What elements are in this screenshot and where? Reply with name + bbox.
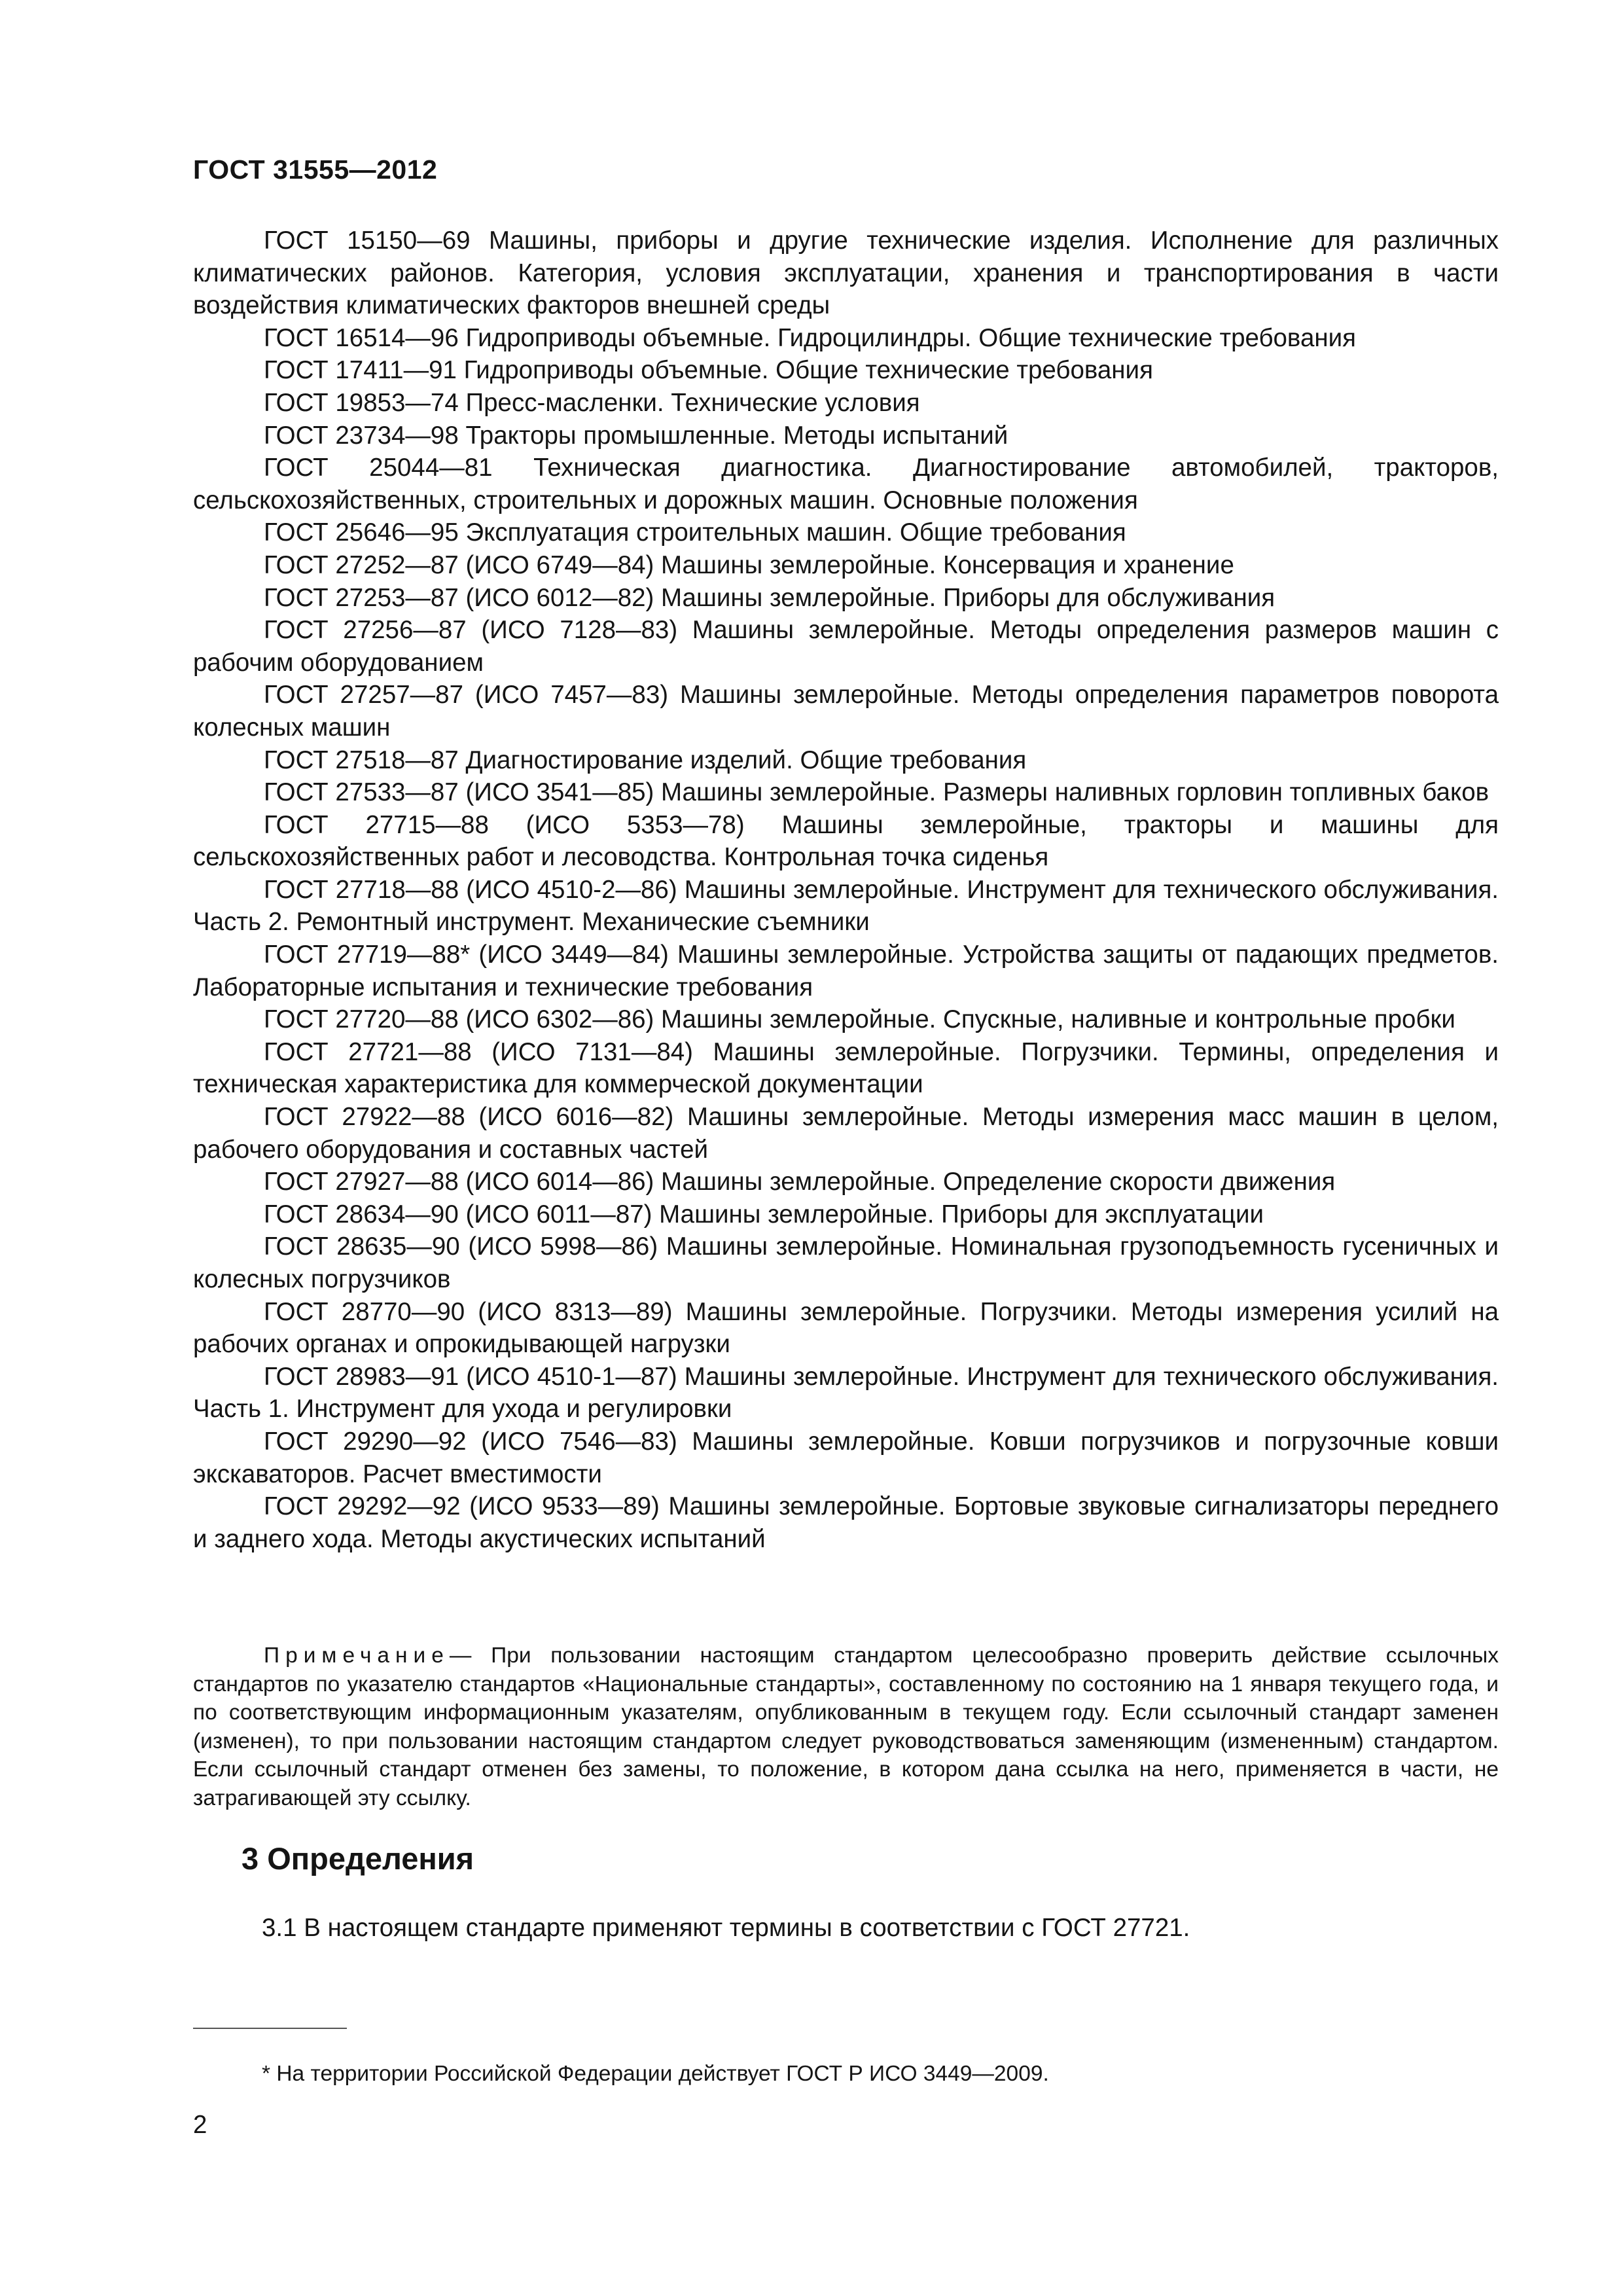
section-title: 3 Определения bbox=[241, 1841, 474, 1876]
reference-item: ГОСТ 27720—88 (ИСО 6302—86) Машины землеройные. Спускные, наливные и контрольные пробки bbox=[264, 1005, 1455, 1034]
footnote-divider bbox=[193, 2028, 347, 2029]
reference-item: ГОСТ 27252—87 (ИСО 6749—84) Машины землеройные. Консервация и хранение bbox=[264, 550, 1234, 579]
page-number: 2 bbox=[193, 2111, 207, 2139]
reference-item: ГОСТ 27533—87 (ИСО 3541—85) Машины землеройные. Размеры наливных горловин топливных баков bbox=[264, 778, 1489, 807]
reference-item: ГОСТ 23734—98 Тракторы промышленные. Методы испытаний bbox=[264, 421, 1008, 450]
reference-item: ГОСТ 28634—90 (ИСО 6011—87) Машины землеройные. Приборы для эксплуатации bbox=[264, 1200, 1264, 1229]
reference-item: ГОСТ 27922—88 (ИСО 6016—82) Машины землеройные. Методы измерения масс машин в целом, рабочего оборудования и составных частей bbox=[193, 1103, 1499, 1164]
reference-item: ГОСТ 27718—88 (ИСО 4510-2—86) Машины землеройные. Инструмент для технического обслуживания. Часть 2. Ремонтный инструмент. Механические съемники bbox=[193, 875, 1499, 937]
reference-item: ГОСТ 28770—90 (ИСО 8313—89) Машины землеройные. Погрузчики. Методы измерения усилий на рабочих органах и опрокидывающей нагрузки bbox=[193, 1297, 1499, 1359]
reference-item: ГОСТ 27719—88* (ИСО 3449—84) Машины землеройные. Устройства защиты от падающих предметов. Лабораторные испытания и технические требования bbox=[193, 941, 1499, 1001]
note bbox=[193, 1641, 1499, 1812]
section-paragraph: 3.1 В настоящем стандарте применяют термины в соответствии с ГОСТ 27721. bbox=[262, 1914, 1190, 1942]
reference-item: ГОСТ 29292—92 (ИСО 9533—89) Машины землеройные. Бортовые звуковые сигнализаторы переднего и заднего хода. Методы акустических испытаний bbox=[193, 1492, 1499, 1553]
footnote: * На территории Российской Федерации действует ГОСТ Р ИСО 3449—2009. bbox=[262, 2062, 1049, 2086]
reference-item: ГОСТ 17411—91 Гидроприводы объемные. Общие технические требования bbox=[264, 356, 1153, 385]
reference-item: ГОСТ 27518—87 Диагностирование изделий. Общие требования bbox=[264, 745, 1027, 774]
reference-item: ГОСТ 28983—91 (ИСО 4510-1—87) Машины землеройные. Инструмент для технического обслуживания. Часть 1. Инструмент для ухода и регулировки bbox=[193, 1362, 1499, 1424]
reference-item: ГОСТ 27721—88 (ИСО 7131—84) Машины землеройные. Погрузчики. Термины, определения и техническая характеристика для коммерческой документации bbox=[193, 1037, 1499, 1099]
note-label: Примечание bbox=[264, 1643, 450, 1668]
normative-references-list bbox=[193, 224, 1499, 1555]
reference-item: ГОСТ 27257—87 (ИСО 7457—83) Машины землеройные. Методы определения параметров поворота колесных машин bbox=[193, 681, 1499, 742]
page-header: ГОСТ 31555—2012 bbox=[193, 154, 438, 185]
reference-item: ГОСТ 25646—95 Эксплуатация строительных машин. Общие требования bbox=[264, 518, 1126, 547]
reference-item: ГОСТ 19853—74 Пресс-масленки. Технические условия bbox=[264, 388, 920, 417]
reference-item: ГОСТ 29290—92 (ИСО 7546—83) Машины землеройные. Ковши погрузчиков и погрузочные ковши экскаваторов. Расчет вместимости bbox=[193, 1427, 1499, 1488]
reference-item: ГОСТ 27256—87 (ИСО 7128—83) Машины землеройные. Методы определения размеров машин с рабочим оборудованием bbox=[193, 616, 1499, 677]
reference-item: ГОСТ 15150—69 Машины, приборы и другие технические изделия. Исполнение для различных климатических районов. Категория, условия эксплуатации, хранения и транспортирования в части воздействия климатических факторов внешней среды bbox=[193, 226, 1499, 320]
reference-item: ГОСТ 27715—88 (ИСО 5353—78) Машины землеройные, тракторы и машины для сельскохозяйственных работ и лесоводства. Контрольная точка сиденья bbox=[193, 810, 1499, 872]
note-text: — При пользовании настоящим стандартом целесообразно проверить действие ссылочных стандартов по указателю стандартов «Национальные стандарты», составленному по состоянию на 1 января текущего года, и по соответствующим информационным указателям, опубликованным в текущем году. Если ссылочный стандарт заменен (изменен), то при пользовании настоящим стандартом следует руководствоваться заменяющим (измененным) стандартом. Если ссылочный стандарт отменен без замены, то положение, в котором дана ссылка на него, применяется в части, не затрагивающей эту ссылку. bbox=[193, 1643, 1499, 1810]
reference-item: ГОСТ 16514—96 Гидроприводы объемные. Гидроцилиндры. Общие технические требования bbox=[264, 323, 1356, 352]
reference-item: ГОСТ 25044—81 Техническая диагностика. Диагностирование автомобилей, тракторов, сельскохозяйственных, строительных и дорожных машин. Основные положения bbox=[193, 454, 1499, 514]
reference-item: ГОСТ 28635—90 (ИСО 5998—86) Машины землеройные. Номинальная грузоподъемность гусеничных и колесных погрузчиков bbox=[193, 1232, 1499, 1293]
reference-item: ГОСТ 27253—87 (ИСО 6012—82) Машины землеройные. Приборы для обслуживания bbox=[264, 583, 1275, 612]
reference-item: ГОСТ 27927—88 (ИСО 6014—86) Машины землеройные. Определение скорости движения bbox=[264, 1168, 1336, 1196]
